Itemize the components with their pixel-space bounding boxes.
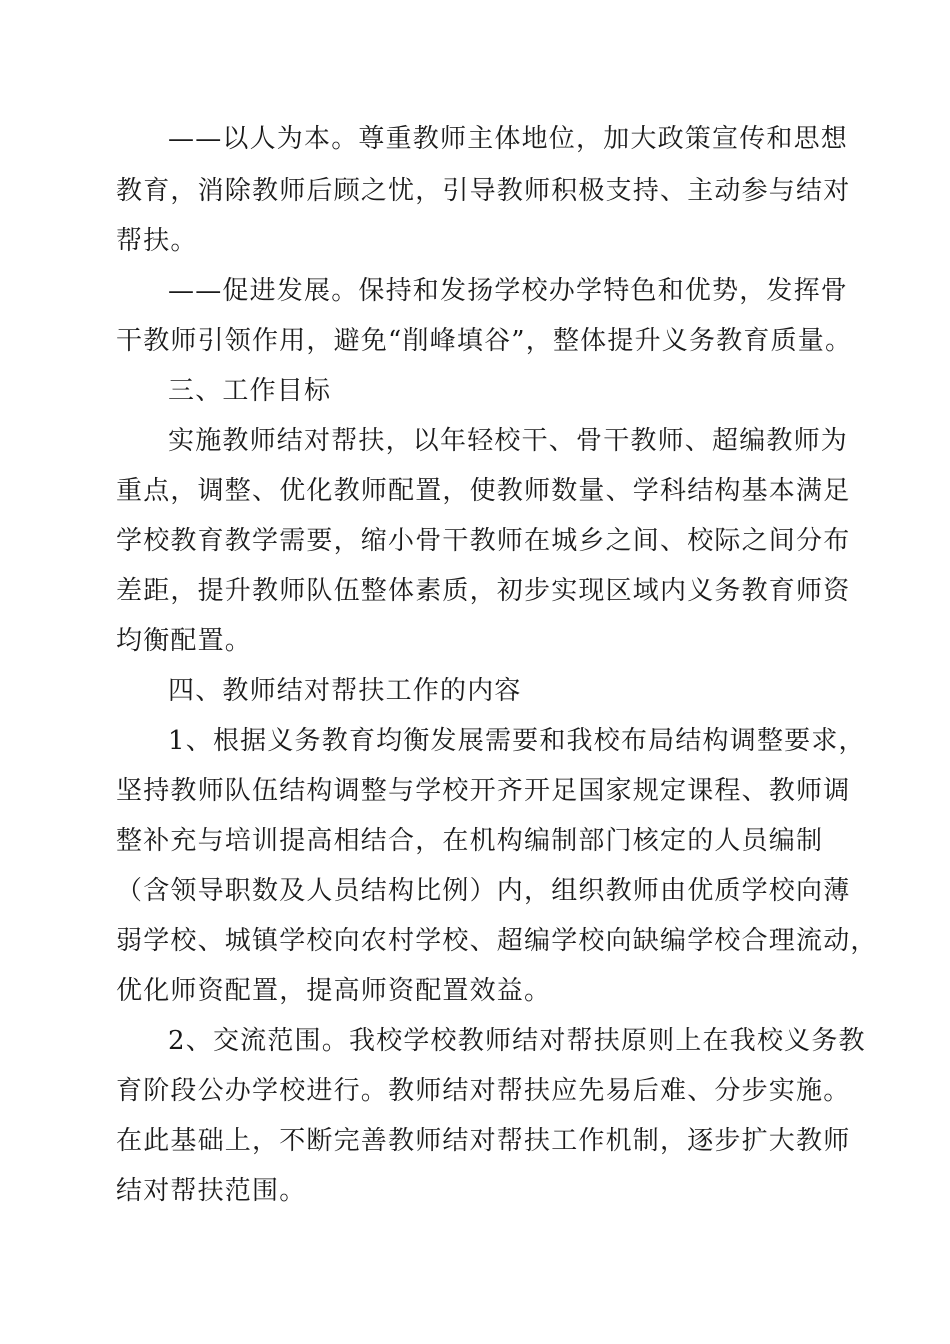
section-heading: 三、工作目标 bbox=[168, 376, 332, 406]
text-line: 结对帮扶范围。 bbox=[116, 1176, 307, 1206]
text-line: 差距，提升教师队伍整体素质，初步实现区域内义务教育师资 bbox=[116, 576, 851, 606]
text-line: 实施教师结对帮扶，以年轻校干、骨干教师、超编教师为 bbox=[168, 426, 849, 456]
text-line: 在此基础上，不断完善教师结对帮扶工作机制，逐步扩大教师 bbox=[116, 1126, 851, 1156]
text-line: 1、根据义务教育均衡发展需要和我校布局结构调整要求， bbox=[168, 726, 866, 756]
text-line: 帮扶。 bbox=[116, 226, 198, 256]
text-line: 优化师资配置，提高师资配置效益。 bbox=[116, 976, 552, 1006]
text-line: 坚持教师队伍结构调整与学校开齐开足国家规定课程、教师调 bbox=[116, 776, 851, 806]
text-line: ——促进发展。保持和发扬学校办学特色和优势，发挥骨 bbox=[168, 276, 849, 306]
text-line: ——以人为本。尊重教师主体地位，加大政策宣传和思想 bbox=[168, 124, 849, 154]
text-line: 育阶段公办学校进行。教师结对帮扶应先易后难、分步实施。 bbox=[116, 1076, 851, 1106]
text-line: 重点，调整、优化教师配置，使教师数量、学科结构基本满足 bbox=[116, 476, 851, 506]
text-line: 2、交流范围。我校学校教师结对帮扶原则上在我校义务教 bbox=[168, 1026, 866, 1056]
text-line: 干教师引领作用，避免“削峰填谷”，整体提升义务教育质量。 bbox=[116, 326, 853, 356]
text-line: （含领导职数及人员结构比例）内，组织教师由优质学校向薄 bbox=[116, 876, 851, 906]
text-line: 整补充与培训提高相结合，在机构编制部门核定的人员编制 bbox=[116, 826, 824, 856]
text-line: 教育，消除教师后顾之忧，引导教师积极支持、主动参与结对 bbox=[116, 176, 851, 206]
section-heading: 四、教师结对帮扶工作的内容 bbox=[168, 676, 522, 706]
text-line: 学校教育教学需要，缩小骨干教师在城乡之间、校际之间分布 bbox=[116, 526, 851, 556]
text-line: 弱学校、城镇学校向农村学校、超编学校向缺编学校合理流动， bbox=[116, 926, 878, 956]
text-line: 均衡配置。 bbox=[116, 626, 253, 656]
